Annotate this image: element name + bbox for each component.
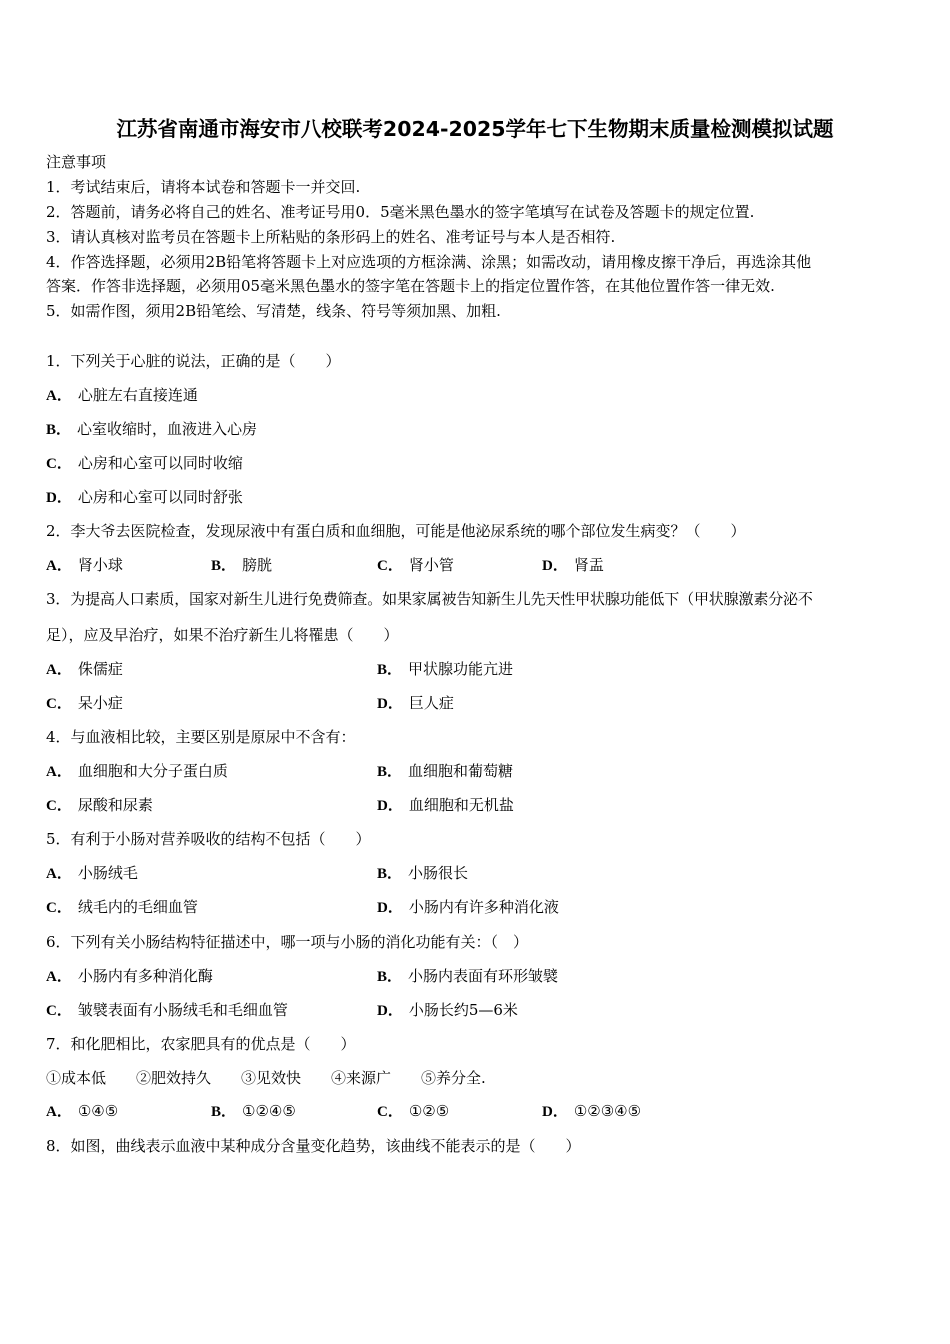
- option-d: D． 小肠内有许多种消化液: [377, 898, 559, 916]
- notice-item: 3．请认真核对监考员在答题卡上所粘贴的条形码上的姓名、准考证号与本人是否相符.: [46, 228, 616, 246]
- notice-item: 1．考试结束后，请将本试卷和答题卡一并交回.: [46, 178, 361, 196]
- option-b: B． 甲状腺功能亢进: [377, 660, 514, 678]
- option-a: A． 肾小球: [46, 556, 123, 574]
- option-a: A． 血细胞和大分子蛋白质: [46, 762, 228, 780]
- option-c: C． 皱襞表面有小肠绒毛和毛细血管: [46, 1001, 288, 1019]
- option-d: D． 巨人症: [377, 694, 454, 712]
- notice-item: 4．作答选择题，必须用2B铅笔将答题卡上对应选项的方框涂满、涂黑；如需改动，请用橡皮擦干净后，再选涂其他: [46, 253, 812, 271]
- option-b: B． 心室收缩时，血液进入心房: [46, 420, 258, 438]
- option-c: C． 绒毛内的毛细血管: [46, 898, 198, 916]
- question-stem: 2．李大爷去医院检查，发现尿液中有蛋白质和血细胞，可能是他泌尿系统的哪个部位发生病变？（ ）: [46, 522, 746, 540]
- option-b: B． ①②④⑤: [211, 1102, 296, 1120]
- option-b: B． 小肠很长: [377, 864, 469, 882]
- option-c: C． 心房和心室可以同时收缩: [46, 454, 243, 472]
- question-stem: 8．如图，曲线表示血液中某种成分含量变化趋势，该曲线不能表示的是（ ）: [46, 1137, 581, 1155]
- option-d: D． 肾盂: [542, 556, 604, 574]
- question-stem: 7．和化肥相比，农家肥具有的优点是（ ）: [46, 1035, 356, 1053]
- notice-item: 答案．作答非选择题，必须用05毫米黑色墨水的签字笔在答题卡上的指定位置作答，在其他位置作答一律无效.: [46, 277, 775, 295]
- option-b: B． 小肠内表面有环形皱襞: [377, 967, 559, 985]
- option-c: C． ①②⑤: [377, 1102, 450, 1120]
- question-stem: 3．为提高人口素质，国家对新生儿进行免费筛查。如果家属被告知新生儿先天性甲状腺功能低下（甲状腺激素分泌不: [46, 590, 813, 608]
- question-stem: 6．下列有关小肠结构特征描述中，哪一项与小肠的消化功能有关：（ ）: [46, 933, 529, 951]
- option-a: A． 侏儒症: [46, 660, 123, 678]
- option-a: A． ①④⑤: [46, 1102, 119, 1120]
- option-c: C． 呆小症: [46, 694, 123, 712]
- notice-item: 2．答题前，请务必将自己的姓名、准考证号用0．5毫米黑色墨水的签字笔填写在试卷及答题卡的规定位置.: [46, 203, 755, 221]
- option-b: B． 膀胱: [211, 556, 273, 574]
- question-choices: ①成本低 ②肥效持久 ③见效快 ④来源广 ⑤养分全.: [46, 1069, 486, 1087]
- option-d: D． ①②③④⑤: [542, 1102, 642, 1120]
- option-a: A． 心脏左右直接连通: [46, 386, 198, 404]
- option-d: D． 小肠长约5—6米: [377, 1001, 518, 1019]
- option-b: B． 血细胞和葡萄糖: [377, 762, 514, 780]
- option-c: C． 尿酸和尿素: [46, 796, 153, 814]
- question-stem-continued: 足），应及早治疗，如果不治疗新生儿将罹患（ ）: [46, 626, 399, 644]
- option-a: A． 小肠绒毛: [46, 864, 138, 882]
- page-title: 江苏省南通市海安市八校联考2024-2025学年七下生物期末质量检测模拟试题: [116, 117, 834, 141]
- option-d: D． 心房和心室可以同时舒张: [46, 488, 243, 506]
- notice-heading: 注意事项: [46, 153, 107, 171]
- question-stem: 5．有利于小肠对营养吸收的结构不包括（ ）: [46, 830, 371, 848]
- question-stem: 4．与血液相比较，主要区别是原尿中不含有：: [46, 728, 356, 746]
- option-d: D． 血细胞和无机盐: [377, 796, 514, 814]
- notice-item: 5．如需作图，须用2B铅笔绘、写清楚，线条、符号等须加黑、加粗.: [46, 302, 501, 320]
- question-stem: 1．下列关于心脏的说法，正确的是（ ）: [46, 352, 341, 370]
- option-a: A． 小肠内有多种消化酶: [46, 967, 213, 985]
- option-c: C． 肾小管: [377, 556, 454, 574]
